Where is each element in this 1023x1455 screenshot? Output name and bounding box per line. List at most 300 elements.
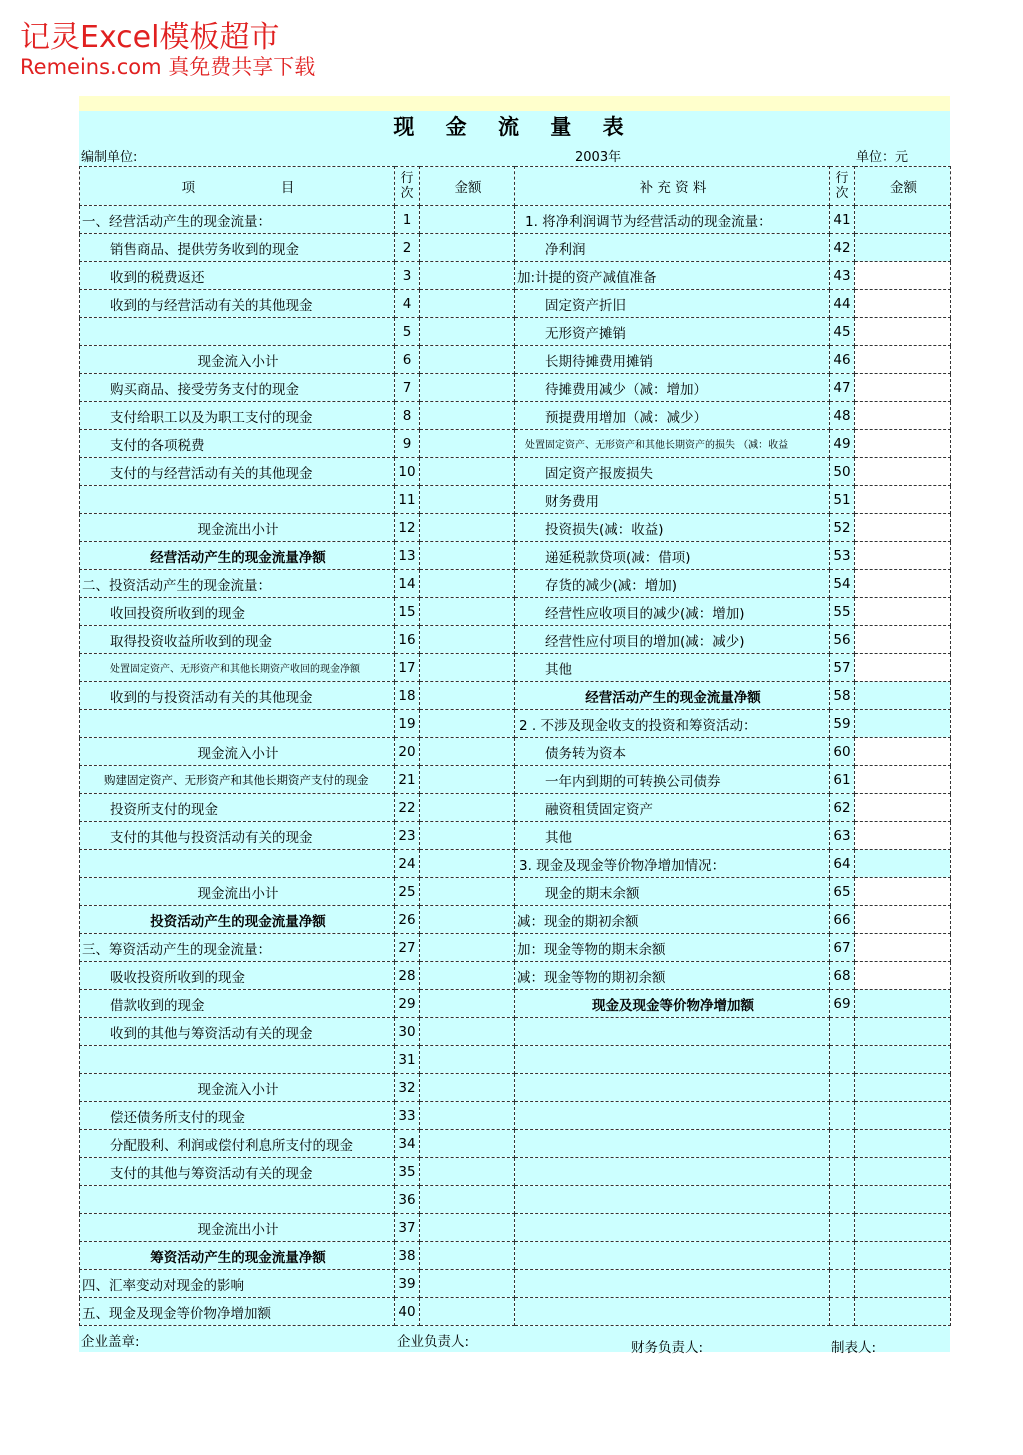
row-item-label: 借款收到的现金 bbox=[80, 990, 395, 1018]
amount-cell[interactable] bbox=[420, 962, 515, 990]
row-item-label: 处置固定资产、无形资产和其他长期资产收回的现金净额 bbox=[80, 654, 395, 682]
cash-flow-table bbox=[79, 166, 951, 1326]
supplement-row-number: 62 bbox=[830, 794, 855, 822]
supplement-amount-cell[interactable] bbox=[855, 1074, 951, 1102]
row-number: 4 bbox=[395, 290, 420, 318]
amount-cell[interactable] bbox=[420, 906, 515, 934]
header-item: 项 目 bbox=[80, 167, 395, 206]
report-year: 2003年 bbox=[575, 150, 622, 165]
row-item-label: 偿还债务所支付的现金 bbox=[80, 1102, 395, 1130]
row-number: 16 bbox=[395, 626, 420, 654]
supplement-row-number: 48 bbox=[830, 402, 855, 430]
supplement-row-number: 66 bbox=[830, 906, 855, 934]
supplement-amount-cell[interactable] bbox=[855, 402, 951, 430]
supplement-amount-cell[interactable] bbox=[855, 962, 951, 990]
amount-cell[interactable] bbox=[420, 710, 515, 738]
row-number: 10 bbox=[395, 458, 420, 486]
supplement-amount-cell[interactable] bbox=[855, 1130, 951, 1158]
supplement-amount-cell[interactable] bbox=[855, 738, 951, 766]
row-item-label: 支付的各项税费 bbox=[80, 430, 395, 458]
row-item-label bbox=[80, 1046, 395, 1074]
amount-cell[interactable] bbox=[420, 766, 515, 794]
supplement-amount-cell[interactable] bbox=[855, 598, 951, 626]
row-item-label: 支付的其他与投资活动有关的现金 bbox=[80, 822, 395, 850]
table-row bbox=[80, 1074, 951, 1102]
row-item-label: 一、经营活动产生的现金流量： bbox=[80, 206, 395, 234]
watermark-subtitle: Remeins.com 真免费共享下载 bbox=[20, 55, 316, 79]
supplement-item-label: 其他 bbox=[515, 654, 830, 682]
amount-cell[interactable] bbox=[420, 1186, 515, 1214]
table-row bbox=[80, 346, 951, 374]
supplement-item-label: 其他 bbox=[515, 822, 830, 850]
amount-cell[interactable] bbox=[420, 822, 515, 850]
row-item-label: 购买商品、接受劳务支付的现金 bbox=[80, 374, 395, 402]
supplement-item-label: 2 . 不涉及现金收支的投资和筹资活动： bbox=[515, 710, 830, 738]
supplement-item-label bbox=[515, 1102, 830, 1130]
table-header-row bbox=[80, 167, 951, 206]
row-item-label bbox=[80, 318, 395, 346]
table-row bbox=[80, 234, 951, 262]
supplement-item-label: 净利润 bbox=[515, 234, 830, 262]
supplement-amount-cell[interactable] bbox=[855, 1298, 951, 1326]
supplement-item-label: 加:计提的资产减值准备 bbox=[515, 262, 830, 290]
row-number: 24 bbox=[395, 850, 420, 878]
supplement-amount-cell[interactable] bbox=[855, 1270, 951, 1298]
supplement-amount-cell[interactable] bbox=[855, 1158, 951, 1186]
amount-cell[interactable] bbox=[420, 290, 515, 318]
supplement-amount-cell[interactable] bbox=[855, 1046, 951, 1074]
supplement-amount-cell[interactable] bbox=[855, 710, 951, 738]
header-amount: 金额 bbox=[420, 167, 515, 206]
supplement-amount-cell[interactable] bbox=[855, 1102, 951, 1130]
amount-cell[interactable] bbox=[420, 514, 515, 542]
cash-flow-sheet bbox=[79, 96, 950, 1356]
row-item-label: 分配股利、利润或偿付利息所支付的现金 bbox=[80, 1130, 395, 1158]
row-number: 32 bbox=[395, 1074, 420, 1102]
supplement-item-label: 现金及现金等价物净增加额 bbox=[515, 990, 830, 1018]
table-row bbox=[80, 430, 951, 458]
row-number: 36 bbox=[395, 1186, 420, 1214]
amount-cell[interactable] bbox=[420, 1130, 515, 1158]
supplement-item-label bbox=[515, 1186, 830, 1214]
supplement-amount-cell[interactable] bbox=[855, 290, 951, 318]
supplement-item-label bbox=[515, 1214, 830, 1242]
table-row bbox=[80, 1046, 951, 1074]
amount-cell[interactable] bbox=[420, 682, 515, 710]
supplement-amount-cell[interactable] bbox=[855, 1242, 951, 1270]
supplement-item-label: 一年内到期的可转换公司债券 bbox=[515, 766, 830, 794]
supplement-row-number: 45 bbox=[830, 318, 855, 346]
supplement-item-label: 经营活动产生的现金流量净额 bbox=[515, 682, 830, 710]
sheet-top-band bbox=[79, 96, 950, 111]
supplement-row-number bbox=[830, 1158, 855, 1186]
row-number: 5 bbox=[395, 318, 420, 346]
amount-cell[interactable] bbox=[420, 430, 515, 458]
table-row bbox=[80, 570, 951, 598]
supplement-row-number: 50 bbox=[830, 458, 855, 486]
supplement-row-number bbox=[830, 1074, 855, 1102]
amount-cell[interactable] bbox=[420, 850, 515, 878]
table-row bbox=[80, 766, 951, 794]
supplement-amount-cell[interactable] bbox=[855, 430, 951, 458]
table-row bbox=[80, 1186, 951, 1214]
supplement-row-number: 52 bbox=[830, 514, 855, 542]
supplement-row-number: 58 bbox=[830, 682, 855, 710]
supplement-item-label bbox=[515, 1242, 830, 1270]
table-row bbox=[80, 1018, 951, 1046]
row-number: 12 bbox=[395, 514, 420, 542]
supplement-amount-cell[interactable] bbox=[855, 934, 951, 962]
table-row bbox=[80, 878, 951, 906]
supplement-row-number: 59 bbox=[830, 710, 855, 738]
supplement-row-number: 56 bbox=[830, 626, 855, 654]
row-item-label: 投资活动产生的现金流量净额 bbox=[80, 906, 395, 934]
supplement-row-number: 49 bbox=[830, 430, 855, 458]
supplement-item-label: 加：现金等物的期末余额 bbox=[515, 934, 830, 962]
supplement-row-number: 67 bbox=[830, 934, 855, 962]
footer-seal: 企业盖章: bbox=[81, 1334, 140, 1350]
supplement-row-number: 57 bbox=[830, 654, 855, 682]
amount-cell[interactable] bbox=[420, 346, 515, 374]
row-number: 23 bbox=[395, 822, 420, 850]
row-number: 28 bbox=[395, 962, 420, 990]
supplement-amount-cell[interactable] bbox=[855, 822, 951, 850]
supplement-amount-cell[interactable] bbox=[855, 990, 951, 1018]
supplement-row-number: 47 bbox=[830, 374, 855, 402]
table-row bbox=[80, 1270, 951, 1298]
supplement-row-number: 44 bbox=[830, 290, 855, 318]
table-row bbox=[80, 290, 951, 318]
amount-cell[interactable] bbox=[420, 1214, 515, 1242]
supplement-item-label bbox=[515, 1018, 830, 1046]
amount-cell[interactable] bbox=[420, 234, 515, 262]
header-supplement: 补 充 资 料 bbox=[515, 167, 830, 206]
table-row bbox=[80, 458, 951, 486]
row-item-label: 二、投资活动产生的现金流量： bbox=[80, 570, 395, 598]
supplement-item-label: 待摊费用减少（减：增加） bbox=[515, 374, 830, 402]
row-item-label: 销售商品、提供劳务收到的现金 bbox=[80, 234, 395, 262]
row-number: 17 bbox=[395, 654, 420, 682]
header-amount-2: 金额 bbox=[855, 167, 951, 206]
table-row bbox=[80, 486, 951, 514]
row-number: 26 bbox=[395, 906, 420, 934]
supplement-amount-cell[interactable] bbox=[855, 654, 951, 682]
supplement-item-label: 固定资产折旧 bbox=[515, 290, 830, 318]
row-item-label: 支付给职工以及为职工支付的现金 bbox=[80, 402, 395, 430]
header-row-no: 行 次 bbox=[395, 167, 420, 206]
table-row bbox=[80, 206, 951, 234]
amount-cell[interactable] bbox=[420, 1298, 515, 1326]
amount-cell[interactable] bbox=[420, 1158, 515, 1186]
supplement-amount-cell[interactable] bbox=[855, 878, 951, 906]
row-item-label: 投资所支付的现金 bbox=[80, 794, 395, 822]
row-number: 27 bbox=[395, 934, 420, 962]
footer-company-head: 企业负责人: bbox=[397, 1334, 470, 1350]
amount-cell[interactable] bbox=[420, 318, 515, 346]
table-row bbox=[80, 682, 951, 710]
supplement-row-number: 68 bbox=[830, 962, 855, 990]
amount-cell[interactable] bbox=[420, 570, 515, 598]
row-item-label: 经营活动产生的现金流量净额 bbox=[80, 542, 395, 570]
supplement-item-label: 长期待摊费用摊销 bbox=[515, 346, 830, 374]
supplement-item-label: 减：现金的期初余额 bbox=[515, 906, 830, 934]
supplement-item-label: 处置固定资产、无形资产和其他长期资产的损失 （减：收益 bbox=[515, 430, 830, 458]
supplement-row-number bbox=[830, 1270, 855, 1298]
supplement-item-label: 减：现金等物的期初余额 bbox=[515, 962, 830, 990]
amount-cell[interactable] bbox=[420, 626, 515, 654]
row-number: 25 bbox=[395, 878, 420, 906]
supplement-row-number: 69 bbox=[830, 990, 855, 1018]
row-number: 6 bbox=[395, 346, 420, 374]
supplement-item-label: 债务转为资本 bbox=[515, 738, 830, 766]
supplement-amount-cell[interactable] bbox=[855, 766, 951, 794]
supplement-row-number bbox=[830, 1186, 855, 1214]
row-item-label bbox=[80, 710, 395, 738]
supplement-amount-cell[interactable] bbox=[855, 570, 951, 598]
row-item-label: 现金流出小计 bbox=[80, 514, 395, 542]
supplement-row-number: 65 bbox=[830, 878, 855, 906]
supplement-row-number bbox=[830, 1214, 855, 1242]
row-item-label: 收到的与经营活动有关的其他现金 bbox=[80, 290, 395, 318]
row-item-label: 收到的其他与筹资活动有关的现金 bbox=[80, 1018, 395, 1046]
amount-cell[interactable] bbox=[420, 458, 515, 486]
row-number: 8 bbox=[395, 402, 420, 430]
row-number: 33 bbox=[395, 1102, 420, 1130]
table-row bbox=[80, 822, 951, 850]
amount-cell[interactable] bbox=[420, 794, 515, 822]
row-number: 35 bbox=[395, 1158, 420, 1186]
row-item-label: 收到的税费返还 bbox=[80, 262, 395, 290]
sheet-info-bar bbox=[79, 143, 950, 166]
supplement-item-label bbox=[515, 1074, 830, 1102]
table-row bbox=[80, 262, 951, 290]
row-number: 20 bbox=[395, 738, 420, 766]
supplement-item-label: 1. 将净利润调节为经营活动的现金流量： bbox=[515, 206, 830, 234]
amount-cell[interactable] bbox=[420, 1270, 515, 1298]
table-row bbox=[80, 990, 951, 1018]
supplement-item-label bbox=[515, 1270, 830, 1298]
row-number: 22 bbox=[395, 794, 420, 822]
amount-cell[interactable] bbox=[420, 990, 515, 1018]
supplement-row-number: 41 bbox=[830, 206, 855, 234]
supplement-row-number: 60 bbox=[830, 738, 855, 766]
supplement-item-label: 递延税款贷项(减：借项) bbox=[515, 542, 830, 570]
row-item-label: 现金流入小计 bbox=[80, 738, 395, 766]
row-item-label: 现金流入小计 bbox=[80, 346, 395, 374]
supplement-amount-cell[interactable] bbox=[855, 318, 951, 346]
row-number: 31 bbox=[395, 1046, 420, 1074]
row-number: 11 bbox=[395, 486, 420, 514]
table-row bbox=[80, 1158, 951, 1186]
supplement-amount-cell[interactable] bbox=[855, 206, 951, 234]
supplement-row-number: 64 bbox=[830, 850, 855, 878]
sheet-title: 现 金 流 量 表 bbox=[79, 111, 950, 143]
footer-finance-head: 财务负责人: bbox=[631, 1340, 704, 1356]
supplement-row-number bbox=[830, 1298, 855, 1326]
currency-unit: 单位：元 bbox=[856, 150, 909, 165]
amount-cell[interactable] bbox=[420, 1242, 515, 1270]
table-row bbox=[80, 710, 951, 738]
row-item-label: 现金流出小计 bbox=[80, 1214, 395, 1242]
table-row bbox=[80, 962, 951, 990]
row-item-label bbox=[80, 486, 395, 514]
supplement-row-number: 61 bbox=[830, 766, 855, 794]
supplement-amount-cell[interactable] bbox=[855, 1018, 951, 1046]
row-item-label: 支付的与经营活动有关的其他现金 bbox=[80, 458, 395, 486]
row-item-label: 购建固定资产、无形资产和其他长期资产支付的现金 bbox=[80, 766, 395, 794]
supplement-item-label: 投资损失(减：收益) bbox=[515, 514, 830, 542]
supplement-item-label: 预提费用增加（减：减少） bbox=[515, 402, 830, 430]
table-row bbox=[80, 402, 951, 430]
table-row bbox=[80, 738, 951, 766]
amount-cell[interactable] bbox=[420, 1074, 515, 1102]
supplement-item-label: 经营性应收项目的减少(减：增加) bbox=[515, 598, 830, 626]
supplement-amount-cell[interactable] bbox=[855, 626, 951, 654]
supplement-item-label: 财务费用 bbox=[515, 486, 830, 514]
row-number: 19 bbox=[395, 710, 420, 738]
amount-cell[interactable] bbox=[420, 262, 515, 290]
row-number: 1 bbox=[395, 206, 420, 234]
amount-cell[interactable] bbox=[420, 934, 515, 962]
table-row bbox=[80, 850, 951, 878]
row-item-label: 支付的其他与筹资活动有关的现金 bbox=[80, 1158, 395, 1186]
row-item-label: 吸收投资所收到的现金 bbox=[80, 962, 395, 990]
amount-cell[interactable] bbox=[420, 402, 515, 430]
row-item-label: 三、筹资活动产生的现金流量： bbox=[80, 934, 395, 962]
amount-cell[interactable] bbox=[420, 542, 515, 570]
table-row bbox=[80, 626, 951, 654]
supplement-item-label bbox=[515, 1046, 830, 1074]
row-number: 39 bbox=[395, 1270, 420, 1298]
row-number: 18 bbox=[395, 682, 420, 710]
supplement-row-number bbox=[830, 1242, 855, 1270]
supplement-amount-cell[interactable] bbox=[855, 682, 951, 710]
supplement-amount-cell[interactable] bbox=[855, 234, 951, 262]
table-row bbox=[80, 934, 951, 962]
table-row bbox=[80, 318, 951, 346]
supplement-amount-cell[interactable] bbox=[855, 794, 951, 822]
table-row bbox=[80, 906, 951, 934]
amount-cell[interactable] bbox=[420, 738, 515, 766]
table-row bbox=[80, 514, 951, 542]
row-number: 15 bbox=[395, 598, 420, 626]
amount-cell[interactable] bbox=[420, 1102, 515, 1130]
supplement-row-number: 55 bbox=[830, 598, 855, 626]
amount-cell[interactable] bbox=[420, 206, 515, 234]
supplement-row-number: 63 bbox=[830, 822, 855, 850]
supplement-amount-cell[interactable] bbox=[855, 374, 951, 402]
supplement-item-label: 融资租赁固定资产 bbox=[515, 794, 830, 822]
supplement-item-label: 经营性应付项目的增加(减：减少) bbox=[515, 626, 830, 654]
supplement-item-label: 无形资产摊销 bbox=[515, 318, 830, 346]
supplement-row-number bbox=[830, 1130, 855, 1158]
row-number: 34 bbox=[395, 1130, 420, 1158]
supplement-amount-cell[interactable] bbox=[855, 906, 951, 934]
table-row bbox=[80, 794, 951, 822]
row-number: 2 bbox=[395, 234, 420, 262]
supplement-amount-cell[interactable] bbox=[855, 1186, 951, 1214]
row-number: 21 bbox=[395, 766, 420, 794]
row-number: 37 bbox=[395, 1214, 420, 1242]
supplement-amount-cell[interactable] bbox=[855, 542, 951, 570]
amount-cell[interactable] bbox=[420, 654, 515, 682]
amount-cell[interactable] bbox=[420, 1018, 515, 1046]
row-number: 40 bbox=[395, 1298, 420, 1326]
table-row bbox=[80, 1214, 951, 1242]
supplement-amount-cell[interactable] bbox=[855, 262, 951, 290]
supplement-item-label: 3. 现金及现金等价物净增加情况： bbox=[515, 850, 830, 878]
supplement-row-number: 43 bbox=[830, 262, 855, 290]
table-row bbox=[80, 1102, 951, 1130]
supplement-item-label: 存货的减少(减：增加) bbox=[515, 570, 830, 598]
row-item-label: 现金流出小计 bbox=[80, 878, 395, 906]
row-item-label bbox=[80, 850, 395, 878]
supplement-row-number: 51 bbox=[830, 486, 855, 514]
table-row bbox=[80, 1130, 951, 1158]
row-number: 30 bbox=[395, 1018, 420, 1046]
supplement-amount-cell[interactable] bbox=[855, 346, 951, 374]
row-item-label: 四、汇率变动对现金的影响 bbox=[80, 1270, 395, 1298]
sheet-footer bbox=[79, 1326, 950, 1356]
supplement-amount-cell[interactable] bbox=[855, 1214, 951, 1242]
supplement-amount-cell[interactable] bbox=[855, 850, 951, 878]
amount-cell[interactable] bbox=[420, 598, 515, 626]
row-item-label: 五、现金及现金等价物净增加额 bbox=[80, 1298, 395, 1326]
table-row bbox=[80, 598, 951, 626]
supplement-row-number: 53 bbox=[830, 542, 855, 570]
row-number: 3 bbox=[395, 262, 420, 290]
row-number: 14 bbox=[395, 570, 420, 598]
amount-cell[interactable] bbox=[420, 878, 515, 906]
amount-cell[interactable] bbox=[420, 1046, 515, 1074]
header-row-no-2: 行 次 bbox=[830, 167, 855, 206]
supplement-item-label: 固定资产报废损失 bbox=[515, 458, 830, 486]
footer-preparer: 制表人: bbox=[831, 1340, 877, 1356]
row-item-label: 收回投资所收到的现金 bbox=[80, 598, 395, 626]
supplement-amount-cell[interactable] bbox=[855, 486, 951, 514]
supplement-row-number bbox=[830, 1018, 855, 1046]
amount-cell[interactable] bbox=[420, 374, 515, 402]
table-row bbox=[80, 542, 951, 570]
table-row bbox=[80, 374, 951, 402]
supplement-row-number: 54 bbox=[830, 570, 855, 598]
supplement-item-label bbox=[515, 1130, 830, 1158]
row-number: 38 bbox=[395, 1242, 420, 1270]
row-item-label: 收到的与投资活动有关的其他现金 bbox=[80, 682, 395, 710]
row-item-label bbox=[80, 1186, 395, 1214]
supplement-row-number bbox=[830, 1102, 855, 1130]
row-number: 7 bbox=[395, 374, 420, 402]
row-item-label: 筹资活动产生的现金流量净额 bbox=[80, 1242, 395, 1270]
row-number: 9 bbox=[395, 430, 420, 458]
amount-cell[interactable] bbox=[420, 486, 515, 514]
table-row bbox=[80, 1242, 951, 1270]
table-row bbox=[80, 1298, 951, 1326]
org-label: 编制单位: bbox=[81, 150, 138, 165]
supplement-amount-cell[interactable] bbox=[855, 514, 951, 542]
supplement-row-number: 46 bbox=[830, 346, 855, 374]
supplement-item-label bbox=[515, 1298, 830, 1326]
table-row bbox=[80, 654, 951, 682]
row-item-label: 取得投资收益所收到的现金 bbox=[80, 626, 395, 654]
supplement-amount-cell[interactable] bbox=[855, 458, 951, 486]
row-number: 29 bbox=[395, 990, 420, 1018]
row-number: 13 bbox=[395, 542, 420, 570]
supplement-row-number: 42 bbox=[830, 234, 855, 262]
supplement-item-label: 现金的期末余额 bbox=[515, 878, 830, 906]
row-item-label: 现金流入小计 bbox=[80, 1074, 395, 1102]
supplement-item-label bbox=[515, 1158, 830, 1186]
